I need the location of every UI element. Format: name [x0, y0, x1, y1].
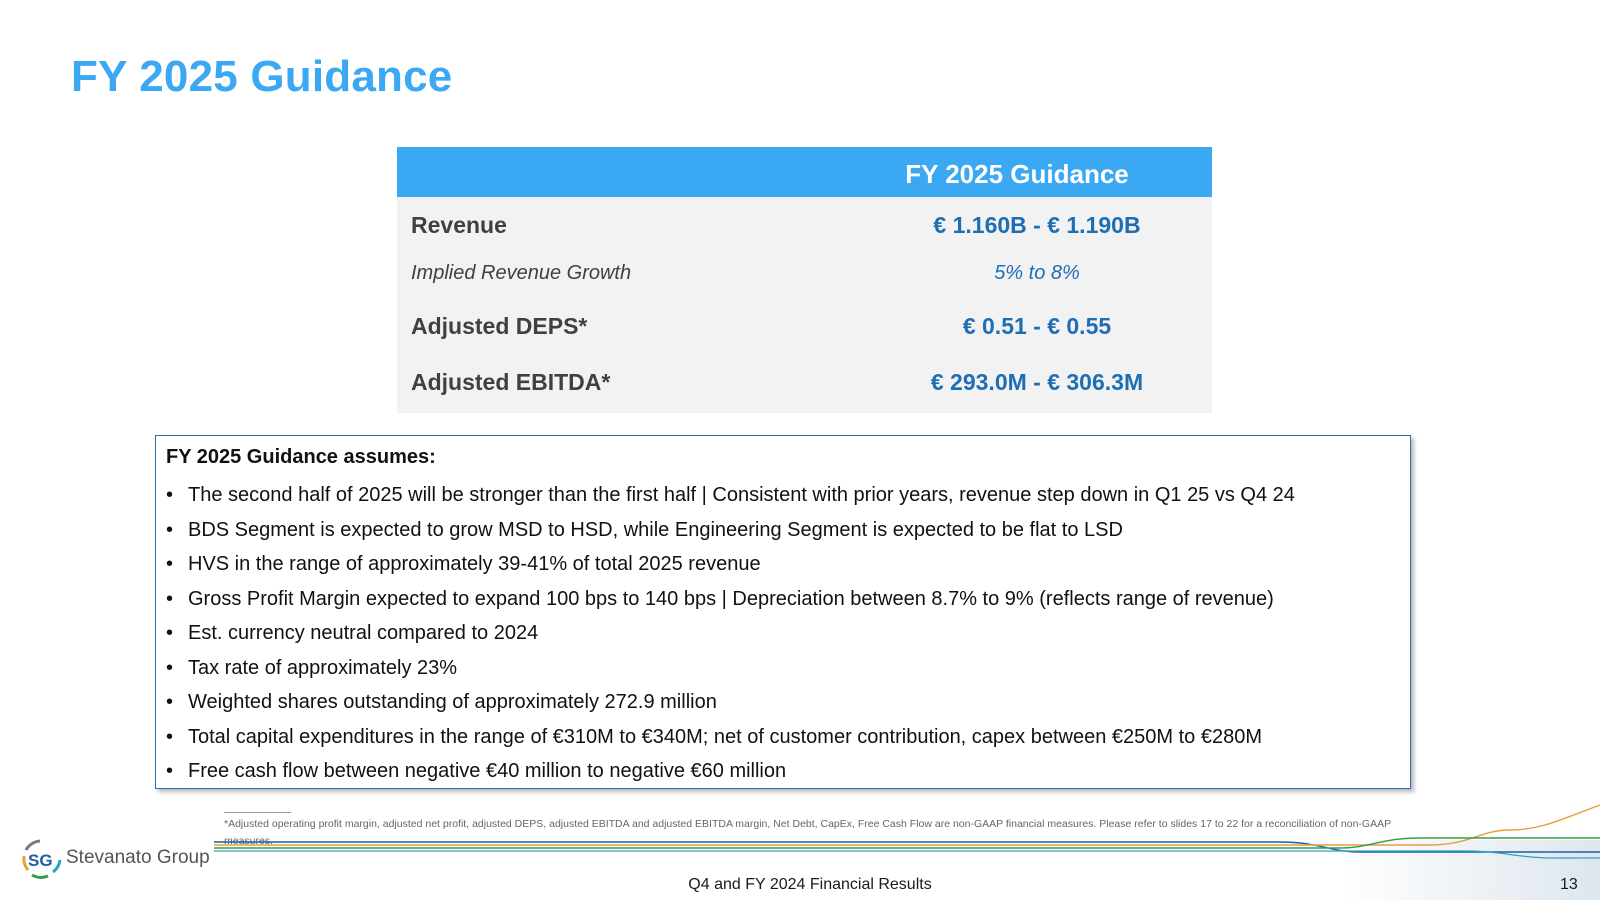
list-item	[166, 720, 1400, 755]
list-item-text: Gross Profit Margin expected to expand 100 bps to 140 bps | Depreciation between 8.7% to 9% (reflects range of revenue)	[188, 587, 1274, 610]
footnote: *Adjusted operating profit margin, adjusted net profit, adjusted DEPS, adjusted EBITDA and adjusted EBITDA margin, Net Debt, CapEx, Free Cash Flow are non-GAAP financial measures. Please refer to slides 17 to 22 for a reconciliation of non-GAAP measures.	[224, 818, 1391, 847]
list-item	[166, 754, 1400, 789]
table-header-label: FY 2025 Guidance	[905, 159, 1129, 189]
list-item-text: HVS in the range of approximately 39-41% of total 2025 revenue	[188, 553, 761, 575]
page-title: FY 2025 Guidance	[71, 52, 453, 101]
assumptions-list	[166, 478, 1400, 789]
bullet-icon: •	[166, 518, 174, 541]
row-label: Adjusted EBITDA*	[411, 369, 611, 395]
list-item	[166, 651, 1400, 686]
list-item-text: Free cash flow between negative €40 million to negative €60 million	[188, 760, 787, 782]
row-value: € 1.160B - € 1.190B	[933, 212, 1141, 238]
table-row-implied-growth	[397, 253, 1212, 299]
guidance-table	[397, 147, 1212, 413]
table-header	[397, 147, 1212, 197]
row-label: Adjusted DEPS*	[411, 313, 588, 339]
assumptions-box	[155, 435, 1411, 789]
row-label: Implied Revenue Growth	[411, 262, 632, 284]
footer-title: Q4 and FY 2024 Financial Results	[688, 876, 932, 893]
logo-wordmark: Stevanato Group	[66, 847, 210, 868]
row-value: € 293.0M - € 306.3M	[930, 369, 1144, 395]
orange-line	[214, 805, 1600, 845]
bullet-icon: •	[166, 691, 174, 713]
assumptions-title: FY 2025 Guidance assumes:	[166, 446, 436, 468]
row-value: € 0.51 - € 0.55	[962, 313, 1112, 339]
list-item-text: Total capital expenditures in the range of €310M to €340M; net of customer contribution, capex between €250M to €280M	[188, 725, 1262, 748]
list-item	[166, 513, 1400, 548]
list-item	[166, 685, 1400, 720]
list-item-text: Weighted shares outstanding of approximately 272.9 million	[188, 691, 717, 713]
bullet-icon: •	[166, 725, 174, 748]
table-row-revenue	[397, 197, 1212, 253]
sg-logo-icon	[20, 838, 64, 880]
list-item-text: Tax rate of approximately 23%	[188, 656, 458, 679]
row-value: 5% to 8%	[994, 262, 1080, 284]
bullet-icon: •	[166, 553, 174, 575]
list-item-text: BDS Segment is expected to grow MSD to HSD, while Engineering Segment is expected to be flat to LSD	[188, 518, 1123, 541]
bullet-icon: •	[166, 622, 174, 644]
bullet-icon: •	[166, 587, 174, 610]
bullet-icon: •	[166, 484, 174, 506]
company-logo	[20, 838, 210, 880]
row-label: Revenue	[411, 212, 507, 238]
list-item	[166, 616, 1400, 651]
bullet-icon: •	[166, 656, 174, 679]
table-row-adjusted-deps	[397, 299, 1212, 357]
list-item	[166, 478, 1400, 513]
list-item-text: Est. currency neutral compared to 2024	[188, 622, 539, 644]
bullet-icon: •	[166, 760, 174, 782]
list-item	[166, 547, 1400, 582]
svg-text:SG: SG	[28, 851, 53, 870]
page-number: 13	[1560, 876, 1578, 893]
table-row-adjusted-ebitda	[397, 357, 1212, 413]
list-item	[166, 582, 1400, 617]
list-item-text: The second half of 2025 will be stronger than the first half | Consistent with prior years, revenue step down in Q1 25 vs Q4 24	[188, 484, 1295, 506]
